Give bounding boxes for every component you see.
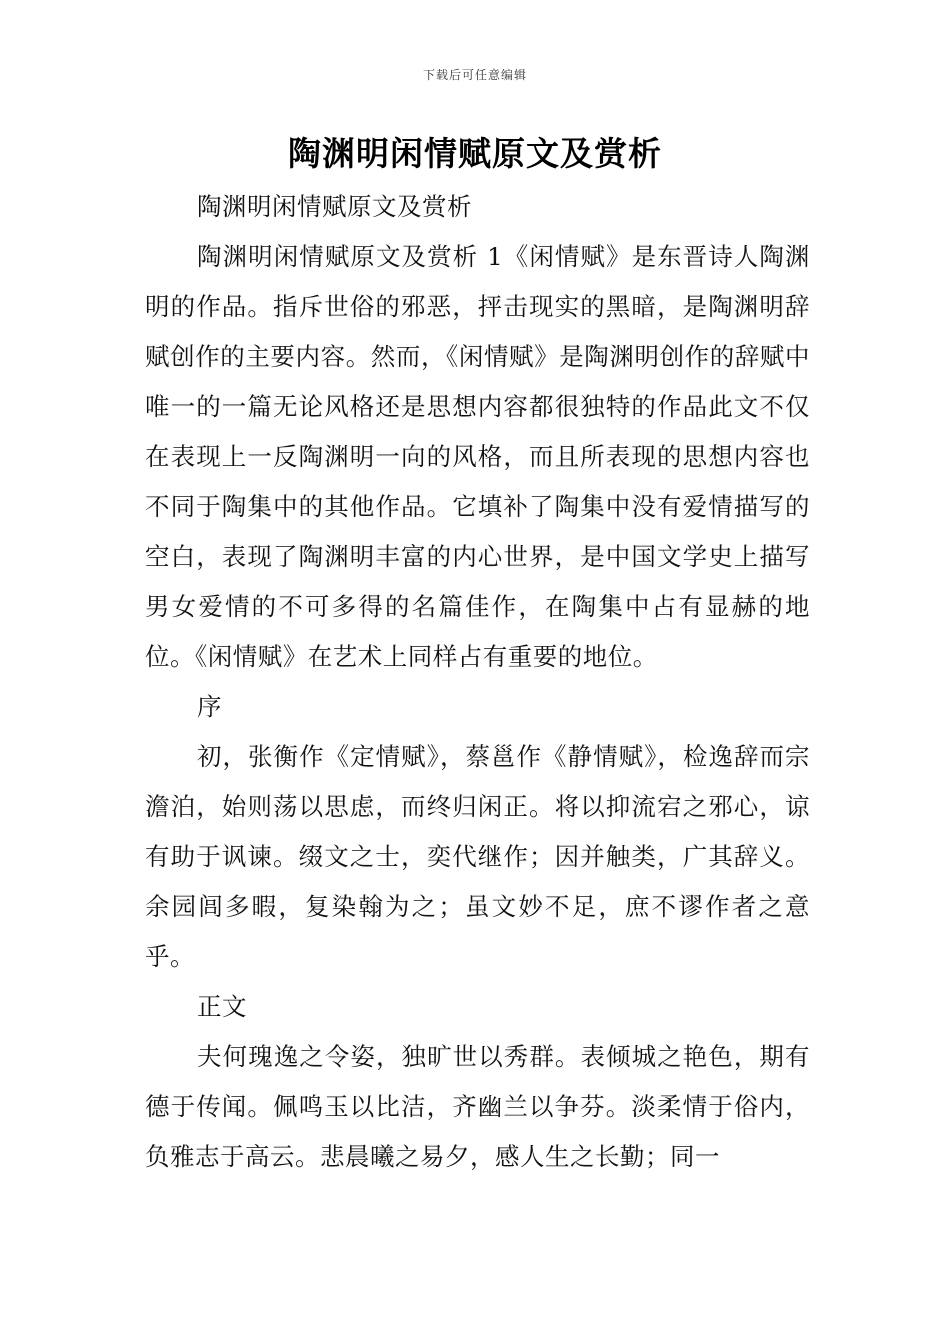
intro-paragraph: 陶渊明闲情赋原文及赏析 1《闲情赋》是东晋诗人陶渊明的作品。指斥世俗的邪恶，抨击现实的黑暗，是陶渊明辞赋创作的主要内容。然而，《闲情赋》是陶渊明创作的辞赋中唯一的一篇无论风格还是思想内容都很独特的作品此文不仅在表现上一反陶渊明一向的风格，而且所表现的思想内容也不同于陶集中的其他作品。它填补了陶集中没有爱情描写的空白，表现了陶渊明丰富的内心世界，是中国文学史上描写男女爱情的不可多得的名篇佳作，在陶集中占有显赫的地位。《闲情赋》在艺术上同样占有重要的地位。: [145, 242, 810, 671]
main-text-paragraph: 夫何瑰逸之令姿，独旷世以秀群。表倾城之艳色，期有德于传闻。佩鸣玉以比洁，齐幽兰以争芬。淡柔情于俗内，负雅志于高云。悲晨曦之易夕，感人生之长勤；同一: [145, 1042, 810, 1171]
subtitle-paragraph: 陶渊明闲情赋原文及赏析: [197, 192, 472, 221]
section-heading-main-text: 正文: [197, 992, 247, 1021]
document-title: 陶渊明闲情赋原文及赏析: [288, 134, 662, 173]
preface-paragraph: 初，张衡作《定情赋》，蔡邕作《静情赋》，检逸辞而宗澹泊，始则荡以思虑，而终归闲正。将以抑流宕之邪心，谅有助于讽谏。缀文之士，奕代继作；因并触类，广其辞义。余园闾多暇，复染翰为之；虽文妙不足，庶不谬作者之意乎。: [145, 742, 810, 971]
header-note: 下载后可任意编辑: [422, 68, 527, 82]
document-body: [145, 182, 810, 1182]
section-heading-preface: 序: [197, 692, 222, 721]
